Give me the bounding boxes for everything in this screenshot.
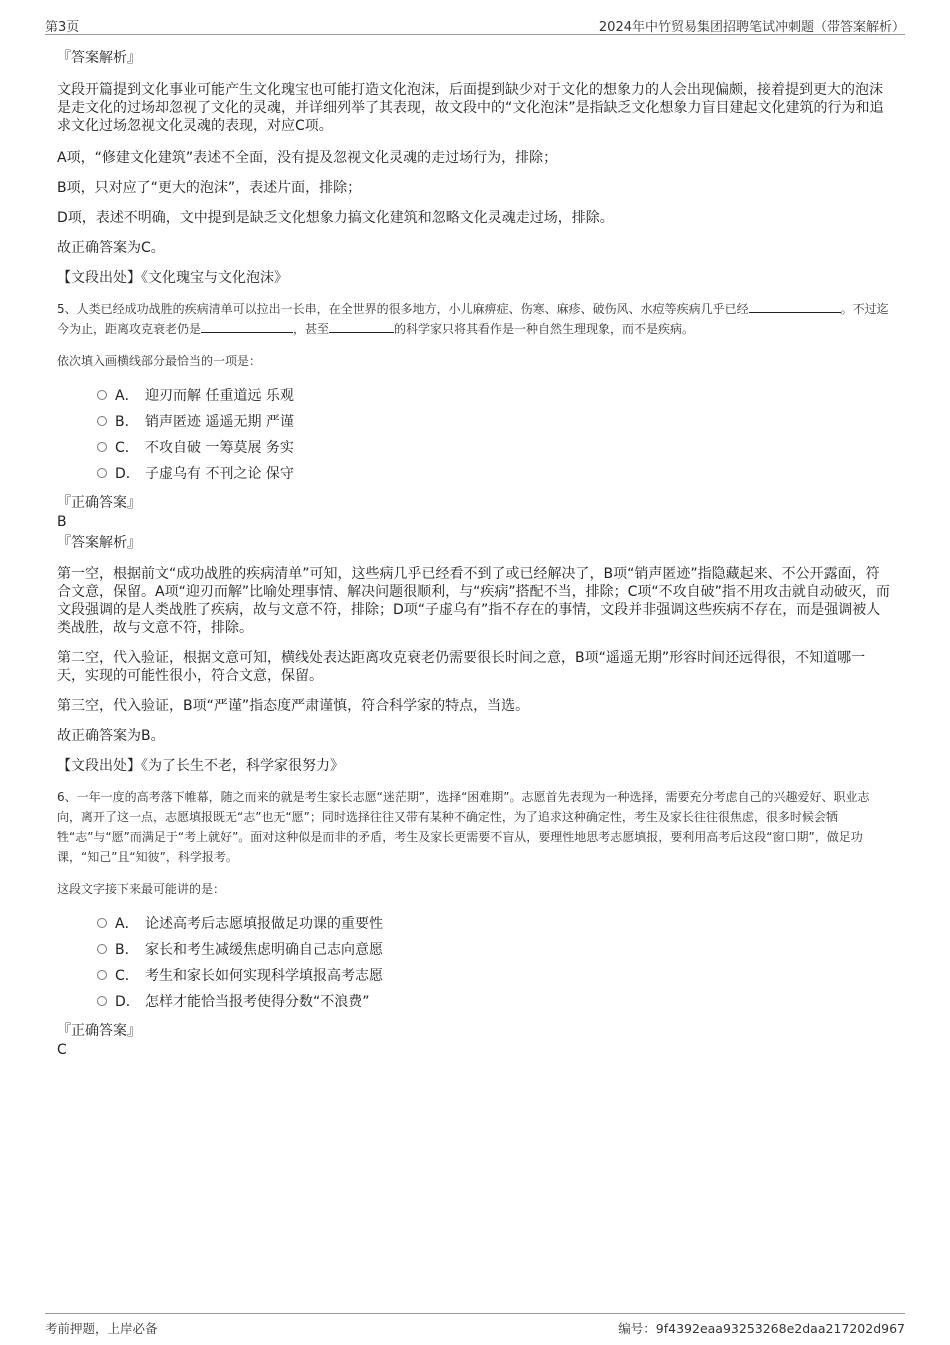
q5-correct-answer: B [57,514,67,530]
q6-stem: 6、一年一度的高考落下帷幕，随之而来的就是考生家长志愿“迷茫期”，选择“困难期”。志愿首先表现为一种选择，需要充分考虑自己的兴趣爱好、职业志向，离开了这一点，志愿填报既无“志”也无“愿”；同时选择往往又带有某种不确定性，为了追求这种确定性，考生及家长往往很焦虑，很多时候会牺牲“志”与“愿”而满足于“考上就好”。面对这种似是而非的矛盾，考生及家长更需要不盲从，要理性地思考志愿填报，要利用高考后这段“窗口期”，做足功课，“知己”且“知彼”，科学报考。 [57,790,870,864]
q5-analysis-para: 第一空，根据前文“成功战胜的疾病清单”可知，这些病几乎已经看不到了或已经解决了，B项“销声匿迹”指隐藏起来、不公开露面，符合文意，保留。A项“迎刃而解”比喻处理事情、解决问题很顺利，与“疾病”搭配不当，排除；C项“不攻自破”指不用攻击就自动破灭，而文段强调的是人类战胜了疾病，故与文意不符，排除；D项“子虚乌有”指不存在的事情，文段并非强调这些疾病不存在，而是强调被人类战胜，故与文意不符，排除。 [57,566,890,636]
q4-source: 【文段出处】《文化瑰宝与文化泡沫》 [57,270,288,286]
document-id: 编号：9f4392eaa93253268e2daa217202d967 [618,1321,905,1336]
q6-options [97,911,892,1015]
q6-correct-answer: C [57,1042,67,1058]
q5-analysis-label: 『答案解析』 [57,535,141,551]
q5-prompt: 依次填入画横线部分最恰当的一项是： [57,354,262,368]
q5-analysis-para: 故正确答案为B。 [57,728,165,744]
page-footer [45,1313,905,1336]
q4-analysis-label: 『答案解析』 [57,50,141,66]
q5-stem: 5、人类已经成功战胜的疾病清单可以拉出一长串，在全世界的很多地方，小儿麻痹症、伤寒、麻疹、破伤风、水痘等疾病几乎已经 。不过迄今为止，距离攻克衰老仍是 ，甚至 的科学家只将其看作是一种自然生理现象，而不是疾病。 [57,302,889,336]
q4-analysis-para: B项，只对应了“更大的泡沫”，表述片面，排除； [57,180,362,196]
q4-analysis-para: 文段开篇提到文化事业可能产生文化瑰宝也可能打造文化泡沫，后面提到缺少对于文化的想象力的人会出现偏颇，接着提到更大的泡沫是走文化的过场却忽视了文化的灵魂，并详细列举了其表现，故文段中的“文化泡沫”是指缺乏文化想象力盲目建起文化建筑的行为和追求文化过场忽视文化灵魂的表现，对应C项。 [57,82,884,134]
option-b[interactable]: B． 家长和考生减缓焦虑明确自己志向意愿 [97,937,892,963]
q5-correct-label: 『正确答案』 [57,495,141,511]
page-number: 第3页 [45,20,80,35]
radio-icon[interactable] [97,970,107,980]
q6-prompt: 这段文字接下来最可能讲的是： [57,882,226,896]
page-header [45,14,905,35]
radio-icon[interactable] [97,944,107,954]
footer-slogan: 考前押题，上岸必备 [45,1321,158,1336]
radio-icon[interactable] [97,468,107,478]
fill-blank [329,320,394,333]
option-a[interactable]: A． 迎刃而解 任重道远 乐观 [97,383,892,409]
radio-icon[interactable] [97,918,107,928]
q5-analysis-para: 第二空，代入验证，根据文意可知，横线处表达距离攻克衰老仍需要很长时间之意，B项“遥遥无期”形容时间还远得很，不知道哪一天，实现的可能性很小，符合文意，保留。 [57,650,866,684]
option-a[interactable]: A． 论述高考后志愿填报做足功课的重要性 [97,911,892,937]
page-content [57,48,892,1059]
radio-icon[interactable] [97,390,107,400]
option-d[interactable]: D． 子虚乌有 不刊之论 保守 [97,461,892,487]
option-c[interactable]: C． 不攻自破 一筹莫展 务实 [97,435,892,461]
q4-analysis-para: 故正确答案为C。 [57,240,165,256]
fill-blank [201,320,293,333]
option-c[interactable]: C． 考生和家长如何实现科学填报高考志愿 [97,963,892,989]
option-b[interactable]: B． 销声匿迹 遥遥无期 严谨 [97,409,892,435]
fill-blank [749,300,841,313]
radio-icon[interactable] [97,416,107,426]
q6-correct-label: 『正确答案』 [57,1023,141,1039]
q5-source: 【文段出处】《为了长生不老，科学家很努力》 [57,758,344,774]
document-title: 2024年中竹贸易集团招聘笔试冲刺题（带答案解析） [598,20,905,35]
q5-analysis-para: 第三空，代入验证，B项“严谨”指态度严肃谨慎，符合科学家的特点，当选。 [57,698,530,714]
q4-analysis-para: D项，表述不明确，文中提到是缺乏文化想象力搞文化建筑和忽略文化灵魂走过场，排除。 [57,210,614,226]
option-d[interactable]: D． 怎样才能恰当报考使得分数“不浪费” [97,989,892,1015]
radio-icon[interactable] [97,996,107,1006]
q5-options [97,383,892,487]
q4-analysis-para: A项，“修建文化建筑”表述不全面，没有提及忽视文化灵魂的走过场行为，排除； [57,150,558,166]
radio-icon[interactable] [97,442,107,452]
